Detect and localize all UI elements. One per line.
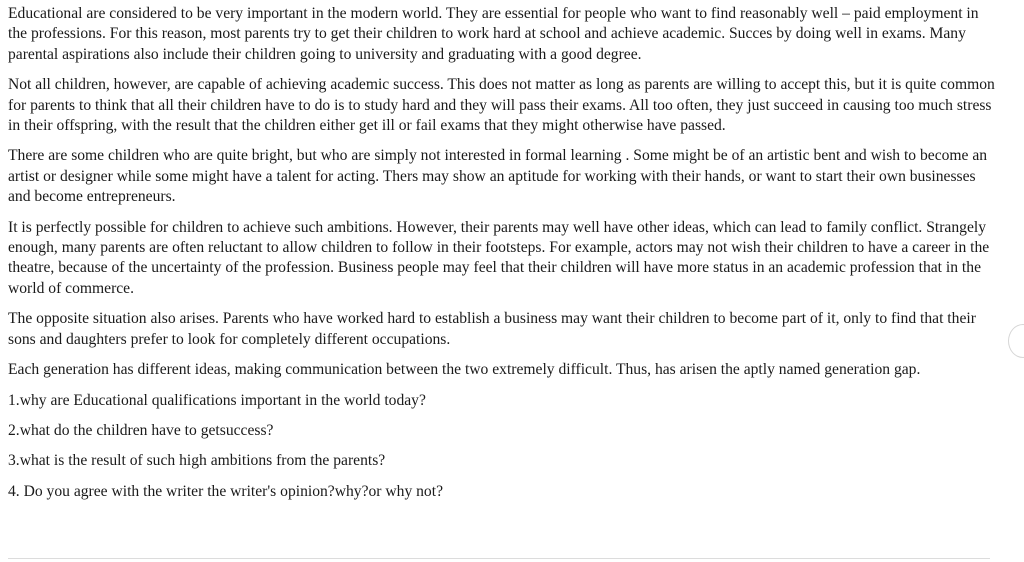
question-2: 2.what do the children have to getsuccess?	[8, 421, 274, 439]
paragraph-6: Each generation has different ideas, making communication between the two extremely difficult. Thus, has arisen the aptly named generation gap.	[8, 361, 921, 379]
question-3: 3.what is the result of such high ambitions from the parents?	[8, 452, 386, 470]
page-divider	[8, 558, 990, 559]
document-body	[8, 4, 998, 512]
paragraph-2: Not all children, however, are capable of achieving academic success. This does not matter as long as parents are willing to accept this, but it is quite common for parents to think that all their children have to do is to study hard and they will pass their exams. All too often, they just succeed in causing too much stress in their offspring, with the result that the children either get ill or fail exams that they might otherwise have passed.	[8, 76, 995, 135]
question-1: 1.why are Educational qualifications important in the world today?	[8, 391, 426, 409]
paragraph-3: There are some children who are quite bright, but who are simply not interested in formal learning . Some might be of an artistic bent and wish to become an artist or designer while some might have a talent for acting. Thers may show an aptitude for working with their hands, or want to start their own businesses and become entrepreneurs.	[8, 147, 988, 206]
scroll-handle[interactable]	[1008, 324, 1024, 358]
paragraph-4: It is perfectly possible for children to achieve such ambitions. However, their parents may well have other ideas, which can lead to family conflict. Strangely enough, many parents are often reluctant to allow children to follow in their footsteps. For example, actors may not wish their children to have a career in the theatre, because of the uncertainty of the profession. Business people may feel that their children will have more status in an academic profession that in the world of commerce.	[8, 218, 990, 297]
paragraph-5: The opposite situation also arises. Parents who have worked hard to establish a business may want their children to become part of it, only to find that their sons and daughters prefer to look for completely different occupations.	[8, 310, 976, 348]
question-4: 4. Do you agree with the writer the writer's opinion?why?or why not?	[8, 482, 443, 500]
paragraph-1: Educational are considered to be very important in the modern world. They are essential for people who want to find reasonably well – paid employment in the professions. For this reason, most parents try to get their children to work hard at school and achieve academic. Succes by doing well in exams. Many parental aspirations also include their children going to university and graduating with a good degree.	[8, 5, 979, 63]
